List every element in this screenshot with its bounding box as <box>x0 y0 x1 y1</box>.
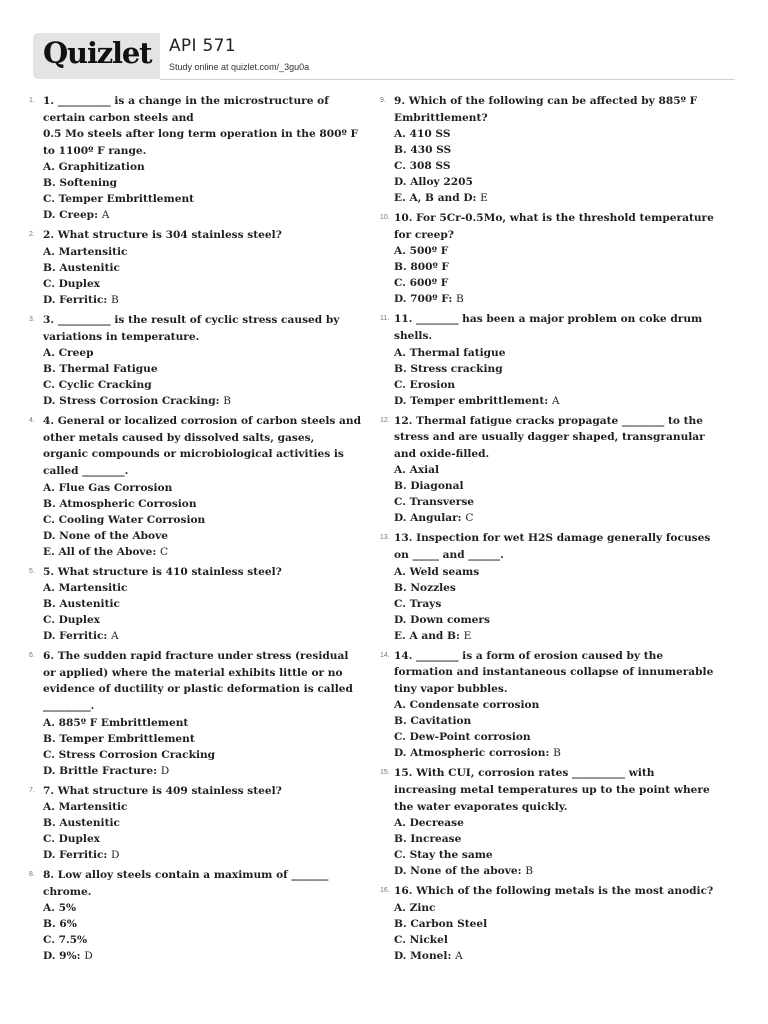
question-number: 13. <box>380 534 390 542</box>
option-label: D. None of the above: <box>394 865 522 878</box>
option-label: A. Martensitic <box>43 245 128 258</box>
question-item <box>381 210 716 307</box>
option-label: B. Atmospheric Corrosion <box>43 497 197 510</box>
question-item <box>30 312 362 409</box>
question-item <box>30 783 362 864</box>
question-item <box>30 413 362 559</box>
answer-option <box>43 345 362 361</box>
correct-answer: E <box>480 192 488 205</box>
correct-answer: E <box>463 629 472 642</box>
question-item <box>381 93 716 206</box>
question-item <box>381 413 716 527</box>
answer-option <box>43 799 362 815</box>
option-label: A. Martensitic <box>43 801 128 814</box>
answer-option <box>394 126 716 142</box>
document-title: API 571 <box>169 36 236 56</box>
option-label: C. Transverse <box>394 496 475 509</box>
option-label: C. Erosion <box>394 378 456 391</box>
option-label: C. Stay the same <box>394 849 493 862</box>
question-item <box>30 564 362 645</box>
answer-option <box>43 815 362 831</box>
question-number: 2. <box>29 231 35 239</box>
option-label: B. 430 SS <box>394 144 452 157</box>
answer-option <box>394 494 716 510</box>
question-column-left <box>30 93 362 968</box>
answer-option <box>43 916 362 932</box>
answer-option <box>43 831 362 847</box>
option-label: C. Duplex <box>43 277 100 290</box>
question-number: 9. <box>380 97 386 104</box>
question-text: 13. Inspection for wet H2S damage generally focuses on _____ and ______. <box>394 532 711 561</box>
question-item <box>381 765 716 879</box>
question-number: 16. <box>380 887 390 895</box>
answer-option <box>394 243 716 259</box>
answer-option <box>43 847 362 863</box>
answer-option <box>43 715 362 731</box>
option-label: B. Increase <box>394 833 462 846</box>
question-item <box>30 93 362 223</box>
question-number: 5. <box>29 567 35 575</box>
option-label: B. Austenitic <box>43 817 120 830</box>
option-label: B. Thermal Fatigue <box>43 363 158 376</box>
correct-answer: B <box>111 293 119 306</box>
answer-option <box>394 628 716 644</box>
option-label: A. 500º F <box>394 245 449 258</box>
option-label: C. Temper Embrittlement <box>43 193 195 206</box>
question-text: 1. __________ is a change in the microstructure of certain carbon steels and 0.5 Mo steels after long term operation in the 800º F to 1100º F range. <box>43 95 359 157</box>
option-label: D. Stress Corrosion Cracking: <box>43 395 220 408</box>
question-number: 10. <box>380 214 390 222</box>
option-label: D. None of the Above <box>43 529 168 542</box>
answer-option <box>394 462 716 478</box>
answer-option <box>394 580 716 596</box>
answer-option <box>394 377 716 393</box>
option-label: A. Graphitization <box>43 161 145 174</box>
answer-option <box>43 628 362 644</box>
question-number: 6. <box>29 652 35 660</box>
question-text: 4. General or localized corrosion of carbon steels and other metals caused by dissolved salts, gases, organic compounds or microbiological activities is called ________. <box>43 415 362 477</box>
option-label: D. Ferritic: <box>43 630 108 643</box>
question-text: 9. Which of the following can be affected by 885º F Embrittlement? <box>394 95 698 124</box>
answer-option <box>394 729 716 745</box>
option-label: B. 800º F <box>394 261 449 274</box>
option-label: A. Martensitic <box>43 582 128 595</box>
option-label: C. Cooling Water Corrosion <box>43 513 206 526</box>
option-label: E. A, B and D: <box>394 192 477 205</box>
option-label: B. Softening <box>43 177 118 190</box>
option-label: E. All of the Above: <box>43 545 157 558</box>
answer-option <box>394 713 716 729</box>
answer-option <box>394 259 716 275</box>
page-header <box>0 0 768 90</box>
question-item <box>30 648 362 778</box>
option-label: B. Nozzles <box>394 581 456 594</box>
correct-answer: C <box>465 512 474 525</box>
answer-option <box>394 916 716 932</box>
correct-answer: D <box>111 849 120 862</box>
answer-option <box>394 478 716 494</box>
question-number: 11. <box>380 315 390 323</box>
option-label: A. Weld seams <box>394 565 480 578</box>
answer-option <box>43 580 362 596</box>
option-label: B. 6% <box>43 918 77 931</box>
question-column-right <box>381 93 716 968</box>
option-label: A. Flue Gas Corrosion <box>43 481 173 494</box>
question-text: 10. For 5Cr-0.5Mo, what is the threshold temperature for creep? <box>394 212 714 241</box>
correct-answer: A <box>455 949 463 962</box>
answer-option <box>43 159 362 175</box>
answer-option <box>43 292 362 308</box>
option-label: C. 7.5% <box>43 934 88 947</box>
option-label: B. Temper Embrittlement <box>43 732 195 745</box>
answer-option <box>394 831 716 847</box>
answer-option <box>43 612 362 628</box>
question-text: 5. What structure is 410 stainless steel? <box>43 565 282 578</box>
option-label: D. Down comers <box>394 613 490 626</box>
answer-option <box>394 361 716 377</box>
question-number: 12. <box>380 416 390 424</box>
question-item <box>381 311 716 408</box>
answer-option <box>43 544 362 560</box>
answer-option <box>394 510 716 526</box>
question-number: 7. <box>29 786 35 794</box>
option-label: B. Cavitation <box>394 715 472 728</box>
answer-option <box>394 142 716 158</box>
option-label: A. Condensate corrosion <box>394 699 540 712</box>
correct-answer: A <box>111 630 119 643</box>
option-label: B. Stress cracking <box>394 362 503 375</box>
answer-option <box>43 260 362 276</box>
option-label: D. Monel: <box>394 949 452 962</box>
option-label: D. Angular: <box>394 512 462 525</box>
question-item <box>381 883 716 964</box>
study-online-link[interactable]: Study online at quizlet.com/_3gu0a <box>169 62 310 72</box>
correct-answer: A <box>101 209 110 222</box>
question-item <box>381 648 716 762</box>
logo-text: Quizlet <box>43 36 152 70</box>
option-label: C. Cyclic Cracking <box>43 379 152 392</box>
answer-option <box>394 596 716 612</box>
question-item <box>30 227 362 308</box>
question-number: 4. <box>29 417 35 425</box>
answer-option <box>43 276 362 292</box>
answer-option <box>43 361 362 377</box>
answer-option <box>394 345 716 361</box>
correct-answer: B <box>553 747 561 760</box>
answer-option <box>394 158 716 174</box>
answer-option <box>43 496 362 512</box>
question-number: 15. <box>380 769 390 777</box>
answer-option <box>43 512 362 528</box>
question-text: 12. Thermal fatigue cracks propagate ________ to the stress and are usually dagger shaped, transgranular and oxide-filled. <box>394 414 705 460</box>
correct-answer: B <box>525 865 534 878</box>
correct-answer: A <box>551 394 560 407</box>
answer-option <box>394 275 716 291</box>
option-label: A. Zinc <box>394 901 436 914</box>
option-label: D. Ferritic: <box>43 293 108 306</box>
option-label: C. Nickel <box>394 933 448 946</box>
question-number: 1. <box>29 97 35 104</box>
question-text: 8. Low alloy steels contain a maximum of _______ chrome. <box>43 869 329 898</box>
answer-option <box>394 900 716 916</box>
answer-option <box>43 900 362 916</box>
option-label: A. Creep <box>43 347 94 360</box>
option-label: D. Brittle Fracture: <box>43 764 158 777</box>
answer-option <box>43 480 362 496</box>
option-label: D. Alloy 2205 <box>394 176 473 189</box>
option-label: A. Thermal fatigue <box>394 346 506 359</box>
answer-option <box>43 191 362 207</box>
question-item <box>30 867 362 964</box>
option-label: C. Duplex <box>43 833 100 846</box>
option-label: A. 410 SS <box>394 128 451 141</box>
answer-option <box>394 815 716 831</box>
option-label: D. Atmospheric corrosion: <box>394 747 550 760</box>
answer-option <box>43 932 362 948</box>
answer-option <box>43 377 362 393</box>
option-label: C. 308 SS <box>394 160 451 173</box>
option-label: E. A and B: <box>394 629 460 642</box>
option-label: B. Carbon Steel <box>394 917 488 930</box>
correct-answer: D <box>84 950 93 963</box>
question-number: 8. <box>29 871 35 879</box>
answer-option <box>43 244 362 260</box>
option-label: C. Stress Corrosion Cracking <box>43 748 216 761</box>
question-text: 2. What structure is 304 stainless steel? <box>43 229 282 242</box>
answer-option <box>43 528 362 544</box>
quizlet-logo <box>33 33 160 79</box>
answer-option <box>394 564 716 580</box>
answer-option <box>43 948 362 964</box>
option-label: D. Ferritic: <box>43 849 108 862</box>
option-label: A. Decrease <box>394 817 464 830</box>
answer-option <box>394 948 716 964</box>
question-text: 15. With CUI, corrosion rates __________ with increasing metal temperatures up to the point where the water evaporates quickly. <box>394 767 710 813</box>
answer-option <box>394 612 716 628</box>
answer-option <box>43 207 362 223</box>
option-label: A. 5% <box>43 902 77 915</box>
question-text: 11. ________ has been a major problem on coke drum shells. <box>394 313 703 342</box>
header-divider <box>160 79 735 80</box>
option-label: A. 885º F Embrittlement <box>43 716 189 729</box>
option-label: D. 700º F: <box>394 293 453 306</box>
correct-answer: D <box>160 764 170 777</box>
question-number: 14. <box>380 651 390 659</box>
option-label: D. Creep: <box>43 209 98 222</box>
answer-option <box>43 747 362 763</box>
option-label: C. Duplex <box>43 614 100 627</box>
answer-option <box>43 763 362 779</box>
answer-option <box>394 863 716 879</box>
answer-option <box>43 393 362 409</box>
question-text: 3. __________ is the result of cyclic stress caused by variations in temperature. <box>43 313 340 343</box>
option-label: A. Axial <box>394 464 440 477</box>
option-label: B. Austenitic <box>43 598 120 611</box>
answer-option <box>43 596 362 612</box>
question-text: 16. Which of the following metals is the most anodic? <box>394 885 714 898</box>
question-item <box>381 530 716 643</box>
option-label: C. 600º F <box>394 277 449 290</box>
correct-answer: B <box>456 293 464 306</box>
answer-option <box>394 932 716 948</box>
answer-option <box>394 291 716 307</box>
answer-option <box>43 731 362 747</box>
option-label: C. Dew-Point corrosion <box>394 731 531 744</box>
answer-option <box>394 847 716 863</box>
answer-option <box>394 393 716 409</box>
question-number: 3. <box>29 315 35 323</box>
answer-option <box>394 697 716 713</box>
correct-answer: B <box>223 395 232 408</box>
question-text: 7. What structure is 409 stainless steel? <box>43 784 282 797</box>
option-label: B. Diagonal <box>394 480 464 493</box>
option-label: D. 9%: <box>43 950 81 963</box>
question-text: 6. The sudden rapid fracture under stress (residual or applied) where the material exhibits little or no evidence of ductility or plastic deformation is called _________. <box>43 650 353 712</box>
correct-answer: C <box>159 545 169 558</box>
answer-option <box>394 745 716 761</box>
option-label: C. Trays <box>394 597 442 610</box>
option-label: D. Temper embrittlement: <box>394 394 549 407</box>
answer-option <box>394 174 716 190</box>
answer-option <box>394 190 716 206</box>
answer-option <box>43 175 362 191</box>
question-text: 14. ________ is a form of erosion caused by the formation and instantaneous collapse of innumerable tiny vapor bubbles. <box>394 649 714 695</box>
option-label: B. Austenitic <box>43 261 120 274</box>
